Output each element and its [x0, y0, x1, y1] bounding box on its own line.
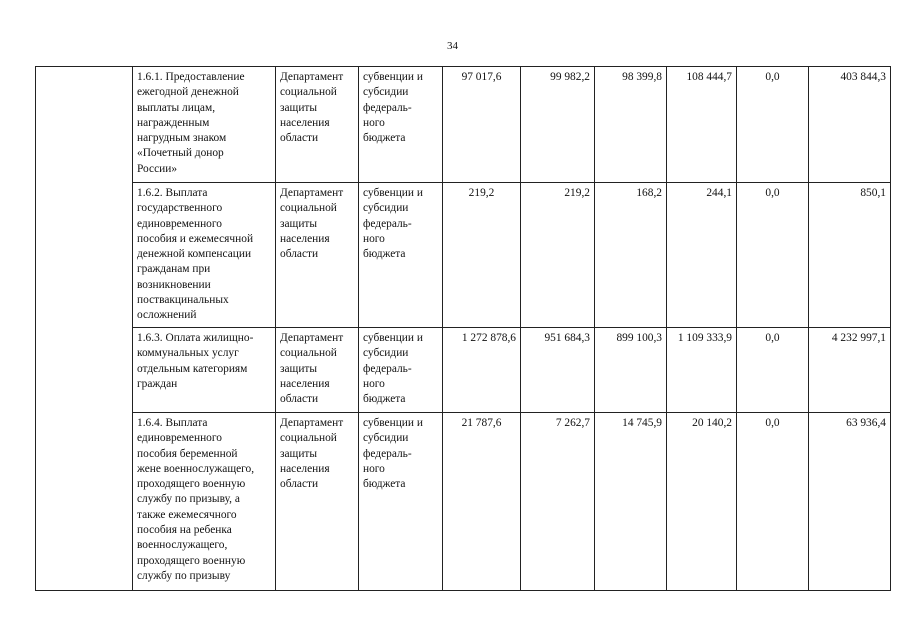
value-year-2: 951 684,3 — [521, 328, 595, 413]
measure-name: 1.6.2. Выплата государственного единовременного пособия и ежемесячной денежной компенсации гражданам при возникновении поствакцинальных осложнений — [133, 183, 276, 328]
value-total: 850,1 — [809, 183, 891, 328]
value-year-1: 219,2 — [443, 183, 521, 328]
value-year-1: 97 017,6 — [443, 67, 521, 183]
value-year-2: 219,2 — [521, 183, 595, 328]
value-year-5: 0,0 — [737, 413, 809, 591]
funding-source: субвенции и субсидии федераль- ного бюджета — [359, 413, 443, 591]
table-row — [36, 183, 891, 328]
value-year-3: 899 100,3 — [595, 328, 667, 413]
table-row — [36, 67, 891, 183]
budget-table — [35, 66, 891, 591]
value-year-4: 1 109 333,9 — [667, 328, 737, 413]
value-year-5: 0,0 — [737, 67, 809, 183]
value-year-2: 99 982,2 — [521, 67, 595, 183]
measure-name: 1.6.1. Предоставление ежегодной денежной выплаты лицам, награжденным нагрудным знаком «Почетный донор России» — [133, 67, 276, 183]
value-year-1: 1 272 878,6 — [443, 328, 521, 413]
value-year-1: 21 787,6 — [443, 413, 521, 591]
table-row — [36, 413, 891, 591]
value-year-4: 244,1 — [667, 183, 737, 328]
value-total: 63 936,4 — [809, 413, 891, 591]
funding-source: субвенции и субсидии федераль- ного бюджета — [359, 183, 443, 328]
value-total: 4 232 997,1 — [809, 328, 891, 413]
executor: Департамент социальной защиты населения области — [276, 183, 359, 328]
funding-source: субвенции и субсидии федераль- ного бюджета — [359, 328, 443, 413]
measure-name: 1.6.3. Оплата жилищно- коммунальных услуг отдельным категориям граждан — [133, 328, 276, 413]
program-cell — [36, 67, 133, 591]
measure-name: 1.6.4. Выплата единовременного пособия беременной жене военнослужащего, проходящего военную службу по призыву, а также ежемесячного пособия на ребенка военнослужащего, проходящего военную службу по призыву — [133, 413, 276, 591]
page-number: 34 — [447, 40, 458, 52]
value-year-5: 0,0 — [737, 183, 809, 328]
value-year-4: 20 140,2 — [667, 413, 737, 591]
executor: Департамент социальной защиты населения области — [276, 328, 359, 413]
funding-source: субвенции и субсидии федераль- ного бюджета — [359, 67, 443, 183]
table-row — [36, 328, 891, 413]
value-year-3: 168,2 — [595, 183, 667, 328]
executor: Департамент социальной защиты населения области — [276, 413, 359, 591]
value-year-3: 14 745,9 — [595, 413, 667, 591]
value-year-3: 98 399,8 — [595, 67, 667, 183]
value-year-2: 7 262,7 — [521, 413, 595, 591]
value-total: 403 844,3 — [809, 67, 891, 183]
executor: Департамент социальной защиты населения области — [276, 67, 359, 183]
value-year-4: 108 444,7 — [667, 67, 737, 183]
value-year-5: 0,0 — [737, 328, 809, 413]
